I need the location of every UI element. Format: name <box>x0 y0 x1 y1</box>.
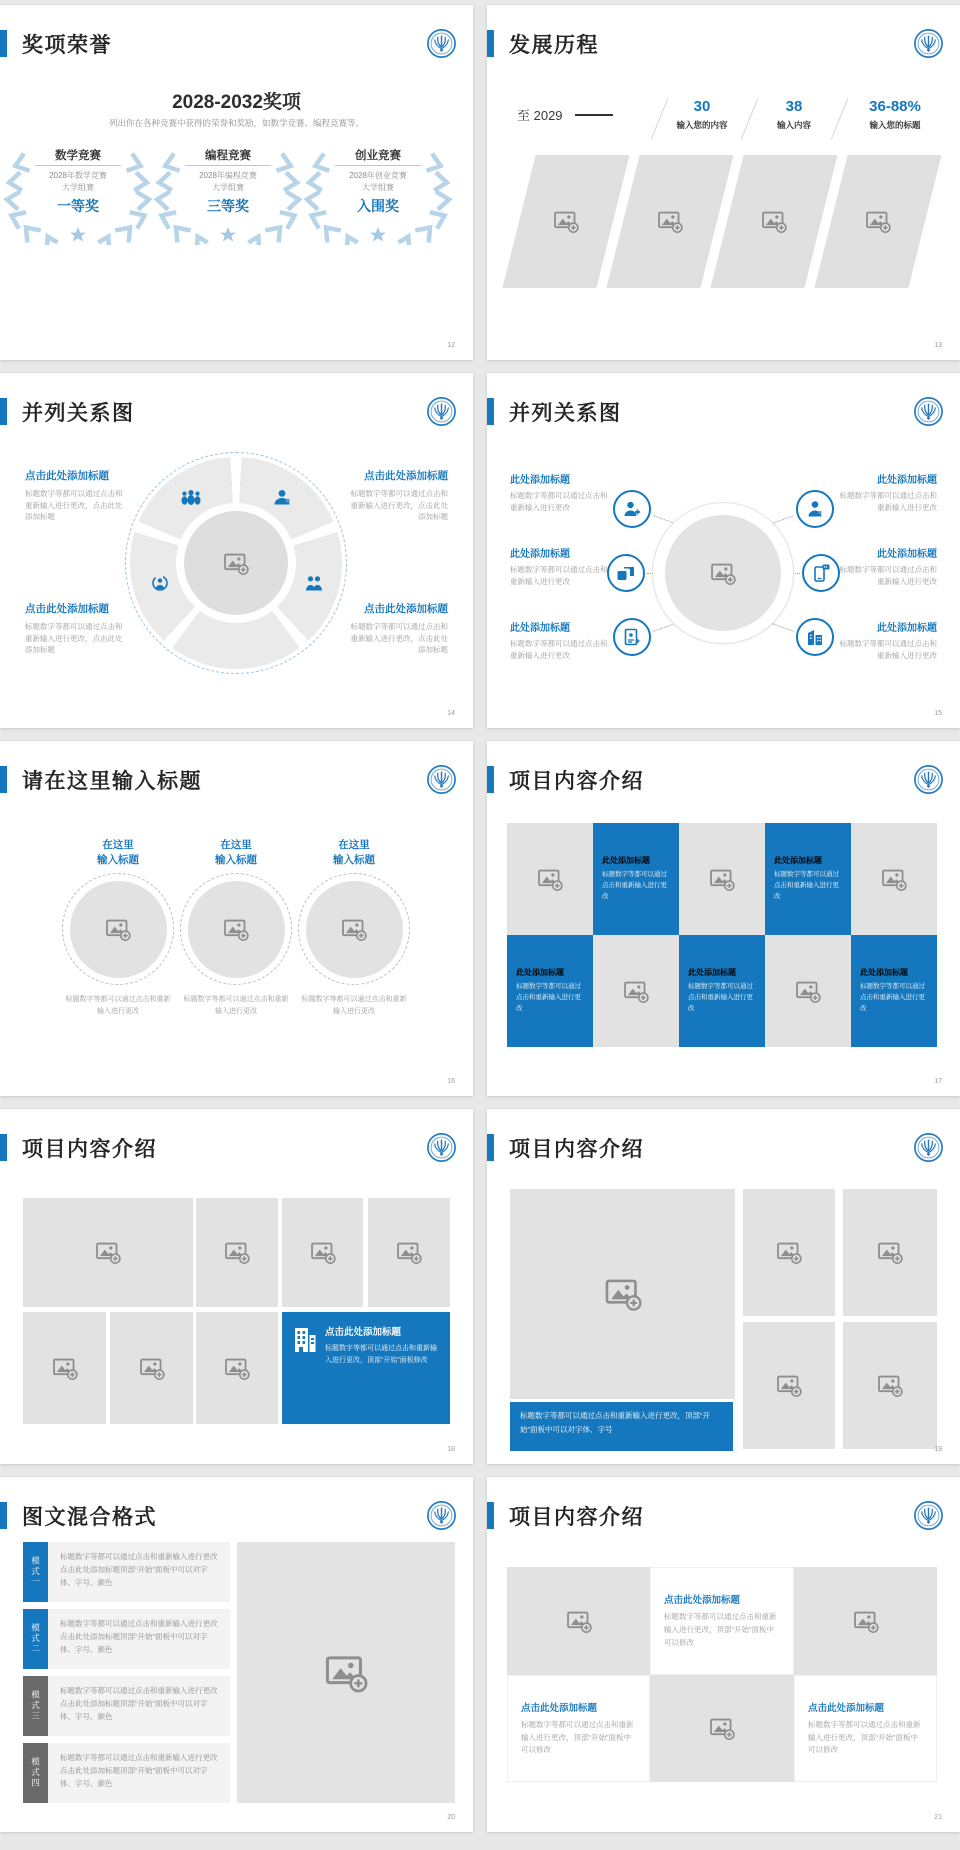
mode-row <box>23 1676 230 1736</box>
stat-separator <box>651 98 668 139</box>
title-accent-bar <box>0 1502 7 1529</box>
dotted-connector <box>653 515 674 523</box>
title-accent-bar <box>487 30 494 57</box>
image-placeholder[interactable] <box>650 1675 794 1782</box>
dotted-connector <box>772 515 793 523</box>
image-placeholder[interactable] <box>507 823 593 935</box>
image-placeholder-icon <box>877 1240 903 1265</box>
page-number: 14 <box>447 710 455 717</box>
cell-body: 标题数字等都可以通过点击和重新输入进行更改 <box>860 983 925 1012</box>
mode-body: 标题数字等都可以通过点击和重新输入进行更改 点击此处添加标题顶部“开始”面板中可以对字体、字号、颜色 <box>48 1609 230 1669</box>
image-placeholder-icon <box>324 1652 368 1694</box>
circle-caption: 标题数字等都可以通过点击和重新输入进行更改 <box>301 996 407 1015</box>
slide-thumbnail-19[interactable] <box>487 1109 960 1464</box>
image-placeholder[interactable] <box>843 1322 937 1449</box>
person-icon <box>796 490 834 528</box>
mobile-chat-icon <box>802 554 840 592</box>
slide-title: 奖项荣誉 <box>22 34 112 57</box>
mode-tab[interactable]: 模式二 <box>23 1609 48 1669</box>
stat-label: 输入内容 <box>776 120 812 130</box>
slide-title: 图文混合格式 <box>22 1506 157 1529</box>
page-number: 17 <box>934 1078 942 1085</box>
feature-text-block <box>837 545 937 587</box>
slide-thumbnail-grid <box>0 5 960 1832</box>
image-placeholder[interactable] <box>743 1322 835 1449</box>
center-image-placeholder[interactable] <box>184 511 288 615</box>
stat-value: 36-88% <box>869 98 921 115</box>
caption-bar: 标题数字等都可以通过点击和重新输入进行更改，顶部“开始”面板中可以对字体、字号 <box>510 1402 733 1451</box>
slide-thumbnail-16[interactable] <box>0 741 473 1096</box>
block-body: 标题数字等都可以通过点击和重新输入进行更改，点击此处添加标题 <box>350 622 448 655</box>
two-people-icon <box>302 574 326 592</box>
cell-body: 标题数字等都可以通过点击和重新输入进行更改 <box>688 983 753 1012</box>
mode-tab[interactable]: 模式一 <box>23 1542 48 1602</box>
stat-block <box>777 98 811 131</box>
text-cell <box>851 935 937 1047</box>
card-body: 标题数字等都可以通过点击和重新输入进行更改，顶部“开始”面板中可以修改 <box>521 1719 634 1755</box>
image-placeholder-icon <box>223 551 249 576</box>
stat-separator <box>741 98 758 139</box>
slide-thumbnail-18[interactable] <box>0 1109 473 1464</box>
text-cell <box>593 823 679 935</box>
circular-diagram <box>130 457 342 669</box>
timeline-dash <box>575 114 613 116</box>
page-number: 15 <box>934 710 942 717</box>
slide-title: 项目内容介绍 <box>509 1138 644 1161</box>
stat-block <box>869 98 921 131</box>
image-placeholder[interactable] <box>306 881 403 978</box>
caption-heading: 点击此处添加标题 <box>325 1327 402 1338</box>
image-placeholder-icon <box>341 917 367 942</box>
circle-caption: 标题数字等都可以通过点击和重新输入进行更改 <box>183 996 289 1015</box>
image-placeholder-icon <box>224 1356 250 1381</box>
school-logo-icon <box>426 1500 457 1531</box>
image-placeholder-icon <box>853 1609 879 1634</box>
circle-item <box>58 838 178 1017</box>
award-wreath <box>303 143 453 245</box>
caption-body: 标题数字等都可以通过点击和重新输入进行更改，顶部“开始”面板修改 <box>325 1345 437 1365</box>
award-name: 编程竞赛 <box>205 150 251 162</box>
stat-label: 输入您的标题 <box>869 120 921 130</box>
image-placeholder[interactable] <box>743 1189 835 1316</box>
mode-tab[interactable]: 模式三 <box>23 1676 48 1736</box>
text-card <box>650 1567 794 1675</box>
image-placeholder-icon <box>795 979 821 1004</box>
stat-block <box>676 98 727 131</box>
text-cell <box>679 935 765 1047</box>
page-number: 13 <box>934 342 942 349</box>
school-logo-icon <box>913 28 944 59</box>
corner-text-block <box>344 468 448 523</box>
mode-body: 标题数字等都可以通过点击和重新输入进行更改 点击此处添加标题顶部“开始”面板中可以对字体、字号、颜色 <box>48 1542 230 1602</box>
image-placeholder[interactable] <box>23 1198 193 1307</box>
cell-heading: 此处添加标题 <box>688 968 736 978</box>
image-placeholder-icon <box>553 209 579 234</box>
school-logo-icon <box>426 396 457 427</box>
circle-label: 在这里 输入标题 <box>97 839 139 866</box>
slide-thumbnail-13[interactable] <box>487 5 960 360</box>
circle-label: 在这里 输入标题 <box>215 839 257 866</box>
image-placeholder-icon <box>865 209 891 234</box>
image-placeholder[interactable] <box>237 1542 455 1803</box>
slide-title: 请在这里输入标题 <box>22 770 202 793</box>
timeline-year-label: 至 2029 <box>517 108 563 123</box>
cell-heading: 此处添加标题 <box>860 968 908 978</box>
image-placeholder[interactable] <box>814 155 941 288</box>
cell-body: 标题数字等都可以通过点击和重新输入进行更改 <box>602 871 667 900</box>
dashed-circle <box>62 873 174 985</box>
text-card <box>794 1675 937 1782</box>
block-heading: 此处添加标题 <box>510 623 570 634</box>
storage-icon <box>607 554 645 592</box>
image-placeholder-icon <box>710 561 736 586</box>
image-placeholder[interactable] <box>282 1198 363 1307</box>
dotted-connector <box>653 623 674 631</box>
image-placeholder[interactable] <box>510 1189 735 1399</box>
school-logo-icon <box>913 1132 944 1163</box>
page-number: 12 <box>447 342 455 349</box>
mode-body: 标题数字等都可以通过点击和重新输入进行更改 点击此处添加标题顶部“开始”面板中可以对字体、字号、颜色 <box>48 1743 230 1803</box>
award-prize: 一等奖 <box>57 198 99 214</box>
block-body: 标题数字等都可以通过点击和重新输入进行更改 <box>510 565 608 586</box>
person-add-icon <box>613 490 651 528</box>
circle-caption: 标题数字等都可以通过点击和重新输入进行更改 <box>65 996 171 1015</box>
caption-texts <box>325 1324 439 1412</box>
image-placeholder-icon <box>105 917 131 942</box>
slide-thumbnail-12[interactable] <box>0 5 473 360</box>
block-body: 标题数字等都可以通过点击和重新输入进行更改 <box>510 491 608 512</box>
award-event: 2028年创业竞赛 大学组赛 <box>349 171 407 192</box>
image-placeholder-icon <box>776 1240 802 1265</box>
image-placeholder-icon <box>877 1373 903 1398</box>
image-placeholder[interactable] <box>23 1312 106 1424</box>
stat-separator <box>831 98 848 139</box>
title-accent-bar <box>0 1134 7 1161</box>
dashed-circle <box>180 873 292 985</box>
feature-text-block <box>837 619 937 661</box>
circle-label: 在这里 输入标题 <box>333 839 375 866</box>
cell-heading: 此处添加标题 <box>516 968 564 978</box>
mode-row <box>23 1743 230 1803</box>
slide-title: 并列关系图 <box>22 402 135 425</box>
block-heading: 点击此处添加标题 <box>25 603 109 615</box>
slide-thumbnail-15[interactable] <box>487 373 960 728</box>
image-placeholder-icon <box>95 1240 121 1265</box>
dotted-connector <box>772 623 793 631</box>
school-logo-icon <box>426 28 457 59</box>
text-cell <box>507 935 593 1047</box>
circle-item <box>176 838 296 1017</box>
title-accent-bar <box>0 398 7 425</box>
block-body: 标题数字等都可以通过点击和重新输入进行更改，点击此处添加标题 <box>350 489 448 522</box>
title-accent-bar <box>487 398 494 425</box>
award-name: 创业竞赛 <box>355 150 401 162</box>
cell-body: 标题数字等都可以通过点击和重新输入进行更改 <box>774 871 839 900</box>
card-heading: 点击此处添加标题 <box>664 1595 741 1607</box>
school-logo-icon <box>426 1132 457 1163</box>
school-logo-icon <box>426 764 457 795</box>
title-accent-bar <box>487 1134 494 1161</box>
award-event: 2028年数学竞赛 大学组赛 <box>49 171 107 192</box>
slide-title: 发展历程 <box>509 34 599 57</box>
feature-text-block <box>510 619 610 661</box>
image-placeholder-icon <box>310 1240 336 1265</box>
image-placeholder[interactable] <box>188 881 285 978</box>
image-placeholder-icon <box>52 1356 78 1381</box>
school-logo-icon <box>913 764 944 795</box>
circle-item <box>294 838 414 1017</box>
block-body: 标题数字等都可以通过点击和重新输入进行更改 <box>839 491 937 512</box>
card-heading: 点击此处添加标题 <box>808 1702 885 1714</box>
dashed-circle <box>298 873 410 985</box>
award-prize: 入围奖 <box>357 198 399 214</box>
corner-text-block <box>344 601 448 656</box>
stat-value: 38 <box>785 98 803 115</box>
image-placeholder[interactable] <box>851 823 937 935</box>
divider <box>335 165 421 166</box>
page-number: 20 <box>447 1814 455 1821</box>
image-placeholder-icon <box>139 1356 165 1381</box>
award-prize: 三等奖 <box>207 198 249 214</box>
slide-thumbnail-14[interactable] <box>0 373 473 728</box>
slide-title: 并列关系图 <box>509 402 622 425</box>
mode-tab[interactable]: 模式四 <box>23 1743 48 1803</box>
image-placeholder-icon <box>566 1609 592 1634</box>
feature-text-block <box>510 545 610 587</box>
page-number: 16 <box>447 1078 455 1085</box>
image-placeholder-icon <box>657 209 683 234</box>
person-refresh-icon <box>148 574 172 592</box>
block-heading: 点击此处添加标题 <box>364 470 448 482</box>
image-placeholder[interactable] <box>794 1567 937 1675</box>
block-heading: 此处添加标题 <box>877 623 937 634</box>
image-placeholder-icon <box>709 867 735 892</box>
corner-text-block <box>25 601 129 656</box>
caption-card <box>282 1312 450 1424</box>
slide-title: 项目内容介绍 <box>22 1138 157 1161</box>
block-heading: 此处添加标题 <box>877 475 937 486</box>
cell-heading: 此处添加标题 <box>602 856 650 866</box>
corner-text-block <box>25 468 129 523</box>
title-accent-bar <box>0 766 7 793</box>
content-grid <box>507 1567 937 1782</box>
award-name: 数学竞赛 <box>55 150 101 162</box>
image-placeholder-icon <box>881 867 907 892</box>
stat-label: 输入您的内容 <box>676 120 728 130</box>
image-placeholder-icon <box>537 867 563 892</box>
image-placeholder-icon <box>223 917 249 942</box>
inner-circle <box>665 515 781 631</box>
page-number: 18 <box>447 1446 455 1453</box>
cell-heading: 此处添加标题 <box>774 856 822 866</box>
block-body: 标题数字等都可以通过点击和重新输入进行更改 <box>839 565 937 586</box>
slide-thumbnail-20[interactable] <box>0 1477 473 1832</box>
image-placeholder[interactable] <box>765 935 851 1047</box>
checkerboard-grid <box>507 823 937 1047</box>
title-accent-bar <box>487 766 494 793</box>
image-placeholder-icon <box>224 1240 250 1265</box>
divider <box>35 165 121 166</box>
image-placeholder-icon <box>623 979 649 1004</box>
mode-row <box>23 1542 230 1602</box>
awards-heading: 2028-2032奖项 <box>172 92 301 113</box>
image-placeholder-icon <box>776 1373 802 1398</box>
feature-text-block <box>837 471 937 513</box>
award-wreath <box>3 143 153 245</box>
title-accent-bar <box>0 30 7 57</box>
image-placeholder[interactable] <box>593 935 679 1047</box>
block-heading: 点击此处添加标题 <box>364 603 448 615</box>
school-logo-icon <box>913 396 944 427</box>
group-people-icon <box>179 488 203 506</box>
block-heading: 点击此处添加标题 <box>25 470 109 482</box>
slide-thumbnail-21[interactable] <box>487 1477 960 1832</box>
card-body: 标题数字等都可以通过点击和重新输入进行更改，顶部“开始”面板中可以修改 <box>808 1719 921 1755</box>
image-placeholder[interactable] <box>843 1189 937 1316</box>
image-placeholder-icon <box>604 1276 642 1312</box>
buildings-icon <box>293 1324 317 1412</box>
award-event: 2028年编程竞赛 大学组赛 <box>199 171 257 192</box>
slide-title: 项目内容介绍 <box>509 1506 644 1529</box>
title-accent-bar <box>487 1502 494 1529</box>
text-cell <box>765 823 851 935</box>
block-body: 标题数字等都可以通过点击和重新输入进行更改 <box>510 639 608 660</box>
page-number: 21 <box>934 1814 942 1821</box>
support-agent-icon <box>271 488 295 506</box>
slide-title: 项目内容介绍 <box>509 770 644 793</box>
block-body: 标题数字等都可以通过点击和重新输入进行更改，点击此处添加标题 <box>25 489 123 522</box>
slide-thumbnail-17[interactable] <box>487 741 960 1096</box>
awards-subtitle: 列出你在各种竞赛中获得的荣誉和奖励，如数学竞赛、编程竞赛等。 <box>108 118 364 128</box>
id-card-icon <box>613 618 651 656</box>
divider <box>185 165 271 166</box>
mode-body: 标题数字等都可以通过点击和重新输入进行更改 点击此处添加标题顶部“开始”面板中可以对字体、字号、颜色 <box>48 1676 230 1736</box>
building-icon <box>796 618 834 656</box>
image-placeholder[interactable] <box>507 1567 650 1675</box>
stat-value: 30 <box>693 98 711 115</box>
block-heading: 此处添加标题 <box>510 549 570 560</box>
image-placeholder-icon <box>396 1240 422 1265</box>
school-logo-icon <box>913 1500 944 1531</box>
block-heading: 此处添加标题 <box>877 549 937 560</box>
center-image-placeholder[interactable] <box>653 503 793 643</box>
image-placeholder[interactable] <box>110 1312 193 1424</box>
block-heading: 此处添加标题 <box>510 475 570 486</box>
block-body: 标题数字等都可以通过点击和重新输入进行更改 <box>839 639 937 660</box>
feature-text-block <box>510 471 610 513</box>
image-placeholder[interactable] <box>70 881 167 978</box>
image-placeholder[interactable] <box>679 823 765 935</box>
block-body: 标题数字等都可以通过点击和重新输入进行更改，点击此处添加标题 <box>25 622 123 655</box>
cell-body: 标题数字等都可以通过点击和重新输入进行更改 <box>516 983 581 1012</box>
image-placeholder-icon <box>761 209 787 234</box>
image-placeholder[interactable] <box>196 1312 278 1424</box>
card-heading: 点击此处添加标题 <box>521 1702 598 1714</box>
image-placeholder-icon <box>709 1716 735 1741</box>
mode-row <box>23 1609 230 1669</box>
image-placeholder[interactable] <box>368 1198 450 1307</box>
page-number: 19 <box>934 1446 942 1453</box>
image-placeholder[interactable] <box>196 1198 278 1307</box>
award-wreath <box>153 143 303 245</box>
card-body: 标题数字等都可以通过点击和重新输入进行更改，顶部“开始”面板中可以修改 <box>664 1612 777 1647</box>
text-card <box>507 1675 650 1782</box>
